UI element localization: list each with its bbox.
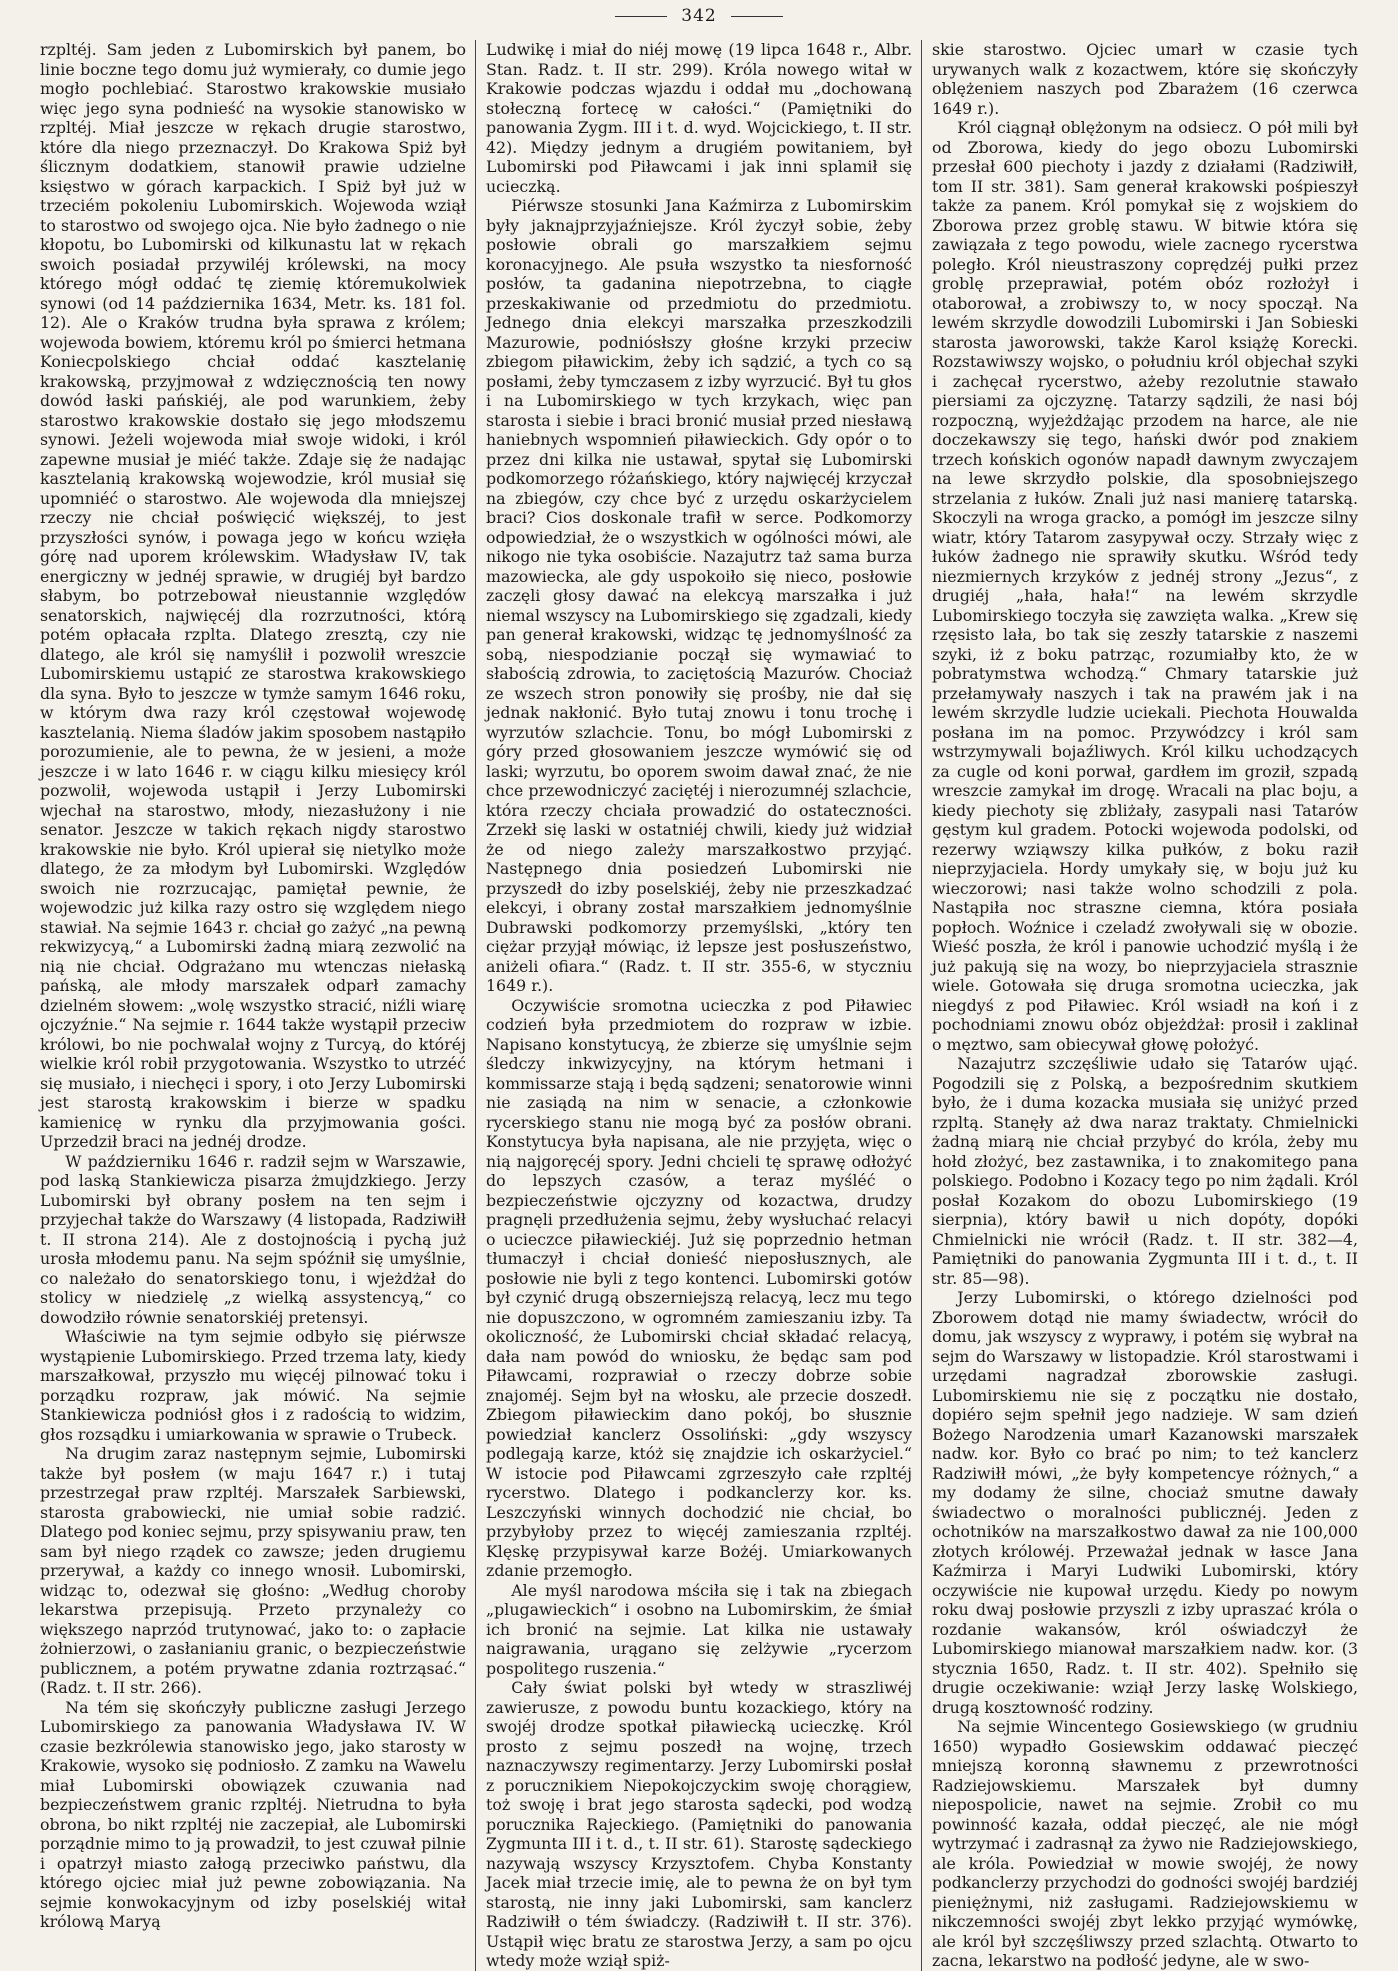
paragraph: Król ciągnął oblężonym na odsiecz. O pół mili był od Zborowa, kiedy do jego obozu Lubomirski przesłał 600 piechoty i jazdy z działami (Radziwiłł, tom II str. 381). Sam generał krakowski pośpieszył także za panem. Król pomykał się z wojskiem do Zborowa przez groblę stawu. W bitwie która się zawiązała z tego powodu, wiele zacnego rycerstwa poległo. Król nieustraszony coprędzéj pułki przez groblę przeprawiał, potém obóz rozłożył i otaborował, a zrobiwszy to, w nocy spoczął. Na lewém skrzydle dowodzili Lubomirski i Jan Sobieski starosta jaworowski, także Karol książę Korecki. Rozstawiwszy wojsko, o południu król objechał szyki i zachęcał rycerstwo, ażeby rezolutnie stawało piersiami za ojczyznę. Tatarzy sądzili, że nasi bój rozpoczną, wyjeżdżając przodem na harce, ale nie doczekawszy się tego, hański dwór pod znakiem trzech końskich ogonów napadł dawnym zwyczajem na lewe skrzydło polskie, dla sposobniejszego strzelania z łuków. Znali już nasi manierę tatarską. Skoczyli na wroga gracko, a pomógł im jeszcze silny wiatr, który Tatarom zasypywał oczy. Strzały więc z łuków żadnego nie sprawiły skutku. Wśród tedy niezmiernych krzyków z jednéj strony „Jezus“, z drugiéj „hała, hała!“ na lewém skrzydle Lubomirskiego toczyła się zawzięta walka. „Krew się rzęsisto lała, bo tak się zeszły tatarskie z naszemi szyki, iż z boku patrząc, rozumiałby kto, że w pobratymstwa wchodzą.“ Chmary tatarskie już przełamywały naszych i tak na prawém jak i na lewém skrzydle ludzie uciekali. Piechota Houwalda posłana im na pomoc. Przywódzcy i król sam wstrzymywali bojaźliwych. Król kilku uchodzących za cugle od koni porwał, gardłem im groził, szpadą wreszcie zamykał im drogę. Wracali na plac boju, a kiedy piechoty się zbliżały, zasypali nasi Tatarów gęstym kul gradem. Potocki wojewoda podolski, od rezerwy wziąwszy kilka pułków, z boku raził nieprzyjaciela. Hordy umykały się, w boju już ku wieczorowi; nasi także wolno schodzili z pola. Nastąpiła noc straszne ciemna, która posiała popłoch. Woźnice i czeladź zwoływali się w obozie. Wieść poszła, że król i panowie uchodzić myślą i że już pakują się na wozy, bo nieprzyjaciela strasznie wiele. Gotowała się druga sromotna ucieczka, jak niegdyś z pod Piławiec. Król wsiadł na koń i z pochodniami znowu obóz objeżdżał: prosił i zaklinał o męztwo, sam obiecywał głowę położyć. <box>932 118 1358 1054</box>
text-columns <box>40 40 1358 1970</box>
header-rule-left <box>615 16 667 17</box>
paragraph: Jerzy Lubomirski, o którego dzielności pod Zborowem dotąd nie mamy świadectw, wrócił do domu, jak wszyscy z wyprawy, i potém się wybrał na sejm do Warszawy w listopadzie. Król starostwami i urzędami nagradzał zborowskie zasługi. Lubomirskiemu nie się z początku nie dostało, dopiéro sejm spełnił jego nadzieje. W sam dzień Bożego Narodzenia umarł Kazanowski marszałek nadw. kor. Było co brać po nim; to też kanclerz Radziwiłł mówi, „że były kompetencye różnych,“ a my dodamy że silne, chociaż smutne dawały świadectwo o moralności publicznéj. Jeden z ochotników na marszałkostwo dawał za nie 100,000 złotych królowéj. Przeważał jednak w łasce Jana Kaźmirza i Maryi Ludwiki Lubomirski, który oczywiście nie kupował urzędu. Kiedy po nowym roku dwaj posłowie przyszli z izby upraszać króla o rozdanie wakansów, król oświadczył że Lubomirskiego mianował marszałkiem nadw. kor. (3 stycznia 1650, Radz. t. II str. 402). Spełniło się drugie oczekiwanie: wziął Jerzy laskę Wolskiego, drugą kosztowność rodziny. <box>932 1288 1358 1717</box>
page-number: 342 <box>681 6 717 26</box>
header-rule-right <box>731 16 783 17</box>
column-3 <box>932 40 1358 1971</box>
page-header <box>0 2 1398 30</box>
paragraph: Oczywiście sromotna ucieczka z pod Piławiec codzień była przedmiotem do rozpraw w izbie. Napisano konstytucyą, że zbierze się umyślnie sejm śledczy inkwizycyjny, na którym hetmani i kommissarze stają i będą sądzeni; senatorowie winni nie zasiądą na nim w senacie, a członkowie rycerskiego stanu nie mogą być za posłów obrani. Konstytucya była napisana, ale nie przyjęta, więc o nią najgoręcéj spory. Jedni chcieli tę sprawę odłożyć do lepszych czasów, a teraz myśléć o bezpieczeństwie ojczyzny od kozactwa, drudzy pragnęli przedłużenia sejmu, żeby wysłuchać relacyi o ucieczce piławieckiéj. Już się poprzednio hetman tłumaczył i chciał donieść nieposłusznych, ale posłowie nie byli z tego kontenci. Lubomirski gotów był czynić drugą obszerniejszą relacyą, lecz mu tego nie dopuszczono, w ogromném zamieszaniu izby. Ta okoliczność, że Lubomirski chciał składać relacyą, dała nam powód do wniosku, że będąc sam pod Piławcami, rozprawiał o rzeczy dobrze sobie znajoméj. Sejm był na włosku, ale przecie doszedł. Zbiegom piławieckim dano pokój, bo słusznie powiedział kanclerz Ossoliński: „gdy wszyscy podlegają karze, któż się znajdzie ich oskarżyciel.“ W istocie pod Piławcami zgrzeszyło całe rzpltéj rycerstwo. Dlatego i podkanclerzy kor. ks. Leszczyński winnych dochodzić nie chciał, bo przybyłoby przez to więcéj zamieszania rzpltéj. Klęskę przypisywał karze Bożéj. Umiarkowanych zdanie przemogło. <box>486 995 912 1580</box>
column-2 <box>486 40 912 1971</box>
paragraph: Właściwie na tym sejmie odbyło się piérwsze wystąpienie Lubomirskiego. Przed trzema laty, kiedy marszałkował, przyszło mu więcéj pilnować toku i porządku rozpraw, jak mówić. Na sejmie Stankiewicza podniósł głos i z radością to widzim, głos rozsądku i umiarkowania w sprawie o Trubeck. <box>40 1327 466 1444</box>
paragraph: rzpltéj. Sam jeden z Lubomirskich był panem, bo linie boczne tego domu już wymierały, co dumie jego mogło pochlebiać. Starostwo krakowskie musiało więc jego syna podnieść na wysokie stanowisko w rzpltéj. Miał jeszcze w rękach drugie starostwo, które dla niego przeznaczył. Do Krakowa Spiż był ślicznym dodatkiem, stanowił prawie udzielne księstwo w górach karpackich. I Spiż był już w trzeciém pokoleniu Lubomirskich. Wojewoda wziął to starostwo od swojego ojca. Nie było żadnego o nie kłopotu, bo Lubomirski od kilkunastu lat w rękach swoich posiadał przywiléj królewski, na mocy którego mógł oddać tę ziemię któremukolwiek synowi (od 14 października 1634, Metr. ks. 181 fol. 12). Ale o Kraków trudna była sprawa z królem; wojewoda bowiem, któremu król po śmierci hetmana Koniecpolskiego chciał oddać kasztelanię krakowską, przyjmował z wdzięcznością ten nowy dowód łaski pańskiéj, ale pod warunkiem, żeby starostwo krakowskie dostało się jego młodszemu synowi. Jeżeli wojewoda miał swoje widoki, i król zapewne musiał je miéć także. Zdaje się że nadając kasztelanią krakowską wojewodzie, król musiał się upomniéć o starostwo. Ale wojewoda dla mniejszej rzeczy nie chciał poświęcić większéj, to jest przyszłości synów, i powaga jego w końcu wzięła górę nad uporem królewskim. Władysław IV, tak energiczny w jednéj sprawie, w drugiéj był bardzo słabym, bo potrzebował nieustannie względów senatorskich, najwięcéj dla rozrzutności, którą potém opłacała rzplta. Dlatego zresztą, czy nie dlatego, ale król się namyślił i pozwolił wreszcie Lubomirskiemu ustąpić ze starostwa krakowskiego dla syna. Było to jeszcze w tymże samym 1646 roku, w którym dwa razy król częstował wojewodę kasztelanią. Niema śladów jakim sposobem nastąpiło porozumienie, ale to pewna, że w jesieni, a może jeszcze i w lato 1646 r. w ciągu kilku miesięcy król pozwolił, wojewoda ustąpił i Jerzy Lubomirski wjechał na starostwo, młody, niezasłużony i nie senator. Jeszcze w takich rękach nigdy starostwo krakowskie nie było. Król upierał się nietylko może dlatego, że za młodym był Lubomirski. Względów swoich nie rozrzucając, pamiętał pewnie, że wojewodzic już kilka razy ostro się względem niego stawiał. Na sejmie 1643 r. chciał go zażyć „na pewną rekwizycyą,“ a Lubomirski żadną miarą zezwolić na nią nie chciał. Odgrażano mu wtenczas niełaską pańską, ale młody marszałek odparł zamachy dzielném słowem: „wolę wszystko stracić, niźli wiarę ojczyźnie.“ Na sejmie r. 1644 także wystąpił przeciw królowi, bo nie pochwalał wojny z Turcyą, do któréj wielkie król robił przygotowania. Wszystko to utrzéć się musiało, i niechęci i spory, i oto Jerzy Lubomirski jest starostą krakowskim i bierze w spadku kamienicę w rynku dla przyjmowania gości. Uprzedził braci na jednéj drodze. <box>40 40 466 1151</box>
paragraph: Ludwikę i miał do niéj mowę (19 lipca 1648 r., Albr. Stan. Radz. t. II str. 299). Króla nowego witał w Krakowie podczas wjazdu i oddał mu „dochowaną stołeczną fortecę w całości.“ (Pamiętniki do panowania Zygm. III i t. d. wyd. Wojcickiego, t. II str. 42). Między jednym a drugiém powitaniem, był Lubomirski pod Piławcami i jak inni splamił się ucieczką. <box>486 40 912 196</box>
paragraph: W październiku 1646 r. radził sejm w Warszawie, pod laską Stankiewicza pisarza żmujdzkiego. Jerzy Lubomirski był obrany posłem na ten sejm i przyjechał także do Warszawy (4 listopada, Radziwiłł t. II strona 214). Ale z dostojnością i pychą już urosła młodemu panu. Na sejm spóźnił się umyślnie, co należało do senatorskiego tonu, i wjeżdżał do stolicy w niedzielę „z wielką assystencyą,“ co dowodziło równie senatorskiéj pretensyi. <box>40 1151 466 1327</box>
paragraph: Ale myśl narodowa mściła się i tak na zbiegach „plugawieckich“ i osobno na Lubomirskim, że śmiał ich bronić na sejmie. Lat kilka nie ustawały naigrawania, urągano się zelżywie „rycerzom pospolitego ruszenia.“ <box>486 1580 912 1678</box>
paragraph: Piérwsze stosunki Jana Kaźmirza z Lubomirskim były jaknajprzyjaźniejsze. Król życzył sobie, żeby posłowie obrali go marszałkiem sejmu koronacyjnego. Ale psuła wszystko ta niesforność posłów, ta gadanina niepotrzebna, to ciągłe przeskakiwanie od przedmiotu do przedmiotu. Jednego dnia elekcyi marszałka przeszkodzili Mazurowie, podniósłszy głośne krzyki przeciw zbiegom piławickim, żeby ich sądzić, a tych co są posłami, żeby tymczasem z izby wyrzucić. Był tu głos i na Lubomirskiego w tych krzykach, więc pan starosta i siebie i braci bronić musiał przed niesławą haniebnych wspomnień piławieckich. Gdy opór o to przez dni kilka nie ustawał, spytał się Lubomirski podkomorzego różańskiego, który najwięcéj krzyczał na zbiegów, czy chce być z urzędu oskarżycielem braci? Cios doskonale trafił w serce. Podkomorzy odpowiedział, że o wszystkich w ogólności mówi, ale nikogo nie tyka osobiście. Nazajutrz taż sama burza mazowiecka, ale gdy uspokoiło się nieco, posłowie zaczęli głosy dawać na elekcyą marszałka i już niemal wszyscy na Lubomirskiego się zgadzali, kiedy pan generał krakowski, widząc tę jednomyślność za sobą, niespodzianie począł się wymawiać to słabością zdrowia, to zaciętością Mazurów. Chociaż ze wszech stron ponowiły się prośby, nie dał się jednak nakłonić. Było tutaj znowu i tonu trochę i wyrzutów szlachcie. Tonu, bo mógł Lubomirski z góry przed głosowaniem jeszcze wymówić się od laski; wyrzutu, bo oporem swoim dawał znać, że nie chce przewodniczyć zaciętéj i nierozumnéj szlachcie, która rzeczy chciała prowadzić do ostateczności. Zrzekł się laski w ostatniéj chwili, kiedy już widział że od niego zależy marszałkostwo przyjąć. Następnego dnia posiedzeń Lubomirski nie przyszedł do izby poselskiéj, żeby nie przeszkadzać elekcyi, i obrany został marszałkiem jednomyślnie Dubrawski podkomorzy przemyślski, „który ten ciężar przyjął mówiąc, iż lepsze jest posłuszeństwo, aniżeli ofiara.“ (Radz. t. II str. 355-6, w styczniu 1649 r.). <box>486 196 912 995</box>
column-1 <box>40 40 466 1971</box>
paragraph: Na tém się skończyły publiczne zasługi Jerzego Lubomirskiego za panowania Władysława IV. W czasie bezkrólewia stanowisko jego, jako starosty w Krakowie, wysoko się podniosło. Z zamku na Wawelu miał Lubomirski obowiązek czuwania nad bezpieczeństwem granic rzpltéj. Nietrudna to była obrona, bo nikt rzpltéj nie zaczepiał, ale Lubomirski porządnie mimo to ją prowadził, to jest czuwał pilnie i opatrzył miasto załogą przeciwko państwu, dla którego ojciec miał już pewne zobowiązania. Na sejmie konwokacyjnym od izby poselskiéj witał królową Maryą <box>40 1697 466 1931</box>
paragraph: Nazajutrz szczęśliwie udało się Tatarów ująć. Pogodzili się z Polską, a bezpośrednim skutkiem było, że i duma kozacka musiała się uniżyć przed rzpltą. Stanęły aż dwa naraz traktaty. Chmielnicki żadną miarą nie chciał przybyć do króla, żeby mu hołd złożyć, bez zastawnika, i to znakomitego pana polskiego. Podobno i Kozacy tego po nim żądali. Król posłał Kozakom do obozu Lubomirskiego (19 sierpnia), który bawił u nich dopóty, dopóki Chmielnicki nie wrócił (Radz. t. II str. 382—4, Pamiętniki do panowania Zygmunta III i t. d., t. II str. 85—98). <box>932 1054 1358 1288</box>
paragraph: skie starostwo. Ojciec umarł w czasie tych urywanych walk z kozactwem, które się skończyły oblężeniem naszych pod Zbarażem (16 czerwca 1649 r.). <box>932 40 1358 118</box>
paragraph: Na sejmie Wincentego Gosiewskiego (w grudniu 1650) wypadło Gosiewskim oddawać pieczęć mniejszą koronną sławnemu z przewrotności Radziejowskiemu. Marszałek był dumny niepospolicie, nawet na sejmie. Zrobił co mu powinność kazała, oddał pieczęć, ale nie mógł wytrzymać i zadrasnął za żywo nie Radziejowskiego, ale króla. Powiedział w mowie swojéj, że nowy podkanclerzy przychodzi do godności swojéj bardziéj pieniężnymi, niż zasługami. Radziejowskiemu w nikczemności swojéj zbyt lekko przyjąć wymówkę, ale król był szczęśliwszy przed szlachtą. Otwarto to zacna, lekarstwo na podłość jedyne, ale w swo- <box>932 1717 1358 1970</box>
paragraph: Cały świat polski był wtedy w straszliwéj zawierusze, z powodu buntu kozackiego, który na swojéj drodze spotkał piławiecką ucieczkę. Król prosto z sejmu poszedł na wojnę, trzech naznaczywszy regimentarzy. Jerzy Lubomirski posłał z porucznikiem Niepokojczyckim swoję chorągiew, toż swoję i brat jego starosta sądecki, pod wodzą porucznika Rajeckiego. (Pamiętniki do panowania Zygmunta III i t. d., t. II str. 61). Starostę sądeckiego nazywają wszyscy Krzysztofem. Chyba Konstanty Jacek miał trzecie imię, ale to pewna że on był tym starostą, nie inny jaki Lubomirski, sam kanclerz Radziwiłł o tém świadczy. (Radziwiłł t. II str. 376). Ustąpił więc bratu ze starostwa Jerzy, a sam po ojcu wtedy może wziął spiż- <box>486 1678 912 1970</box>
paragraph: Na drugim zaraz następnym sejmie, Lubomirski także był posłem (w maju 1647 r.) i tutaj przestrzegał praw rzpltéj. Marszałek Sarbiewski, starosta grabowiecki, nie umiał sobie radzić. Dlatego pod koniec sejmu, przy spisywaniu praw, ten sam był niego rządek co zawsze; jeden drugiemu przerywał, a każdy co innego wnosił. Lubomirski, widząc to, odezwał się głośno: „Według choroby lekarstwa przepisują. Przeto przynależy co większego naprzód trutynować, jako to: o zapłacie żołnierzowi, o zasłanianiu granic, o bezpieczeństwie publicznem, a potém prywatne zdania roztrząsać.“ (Radz. t. II str. 266). <box>40 1444 466 1697</box>
